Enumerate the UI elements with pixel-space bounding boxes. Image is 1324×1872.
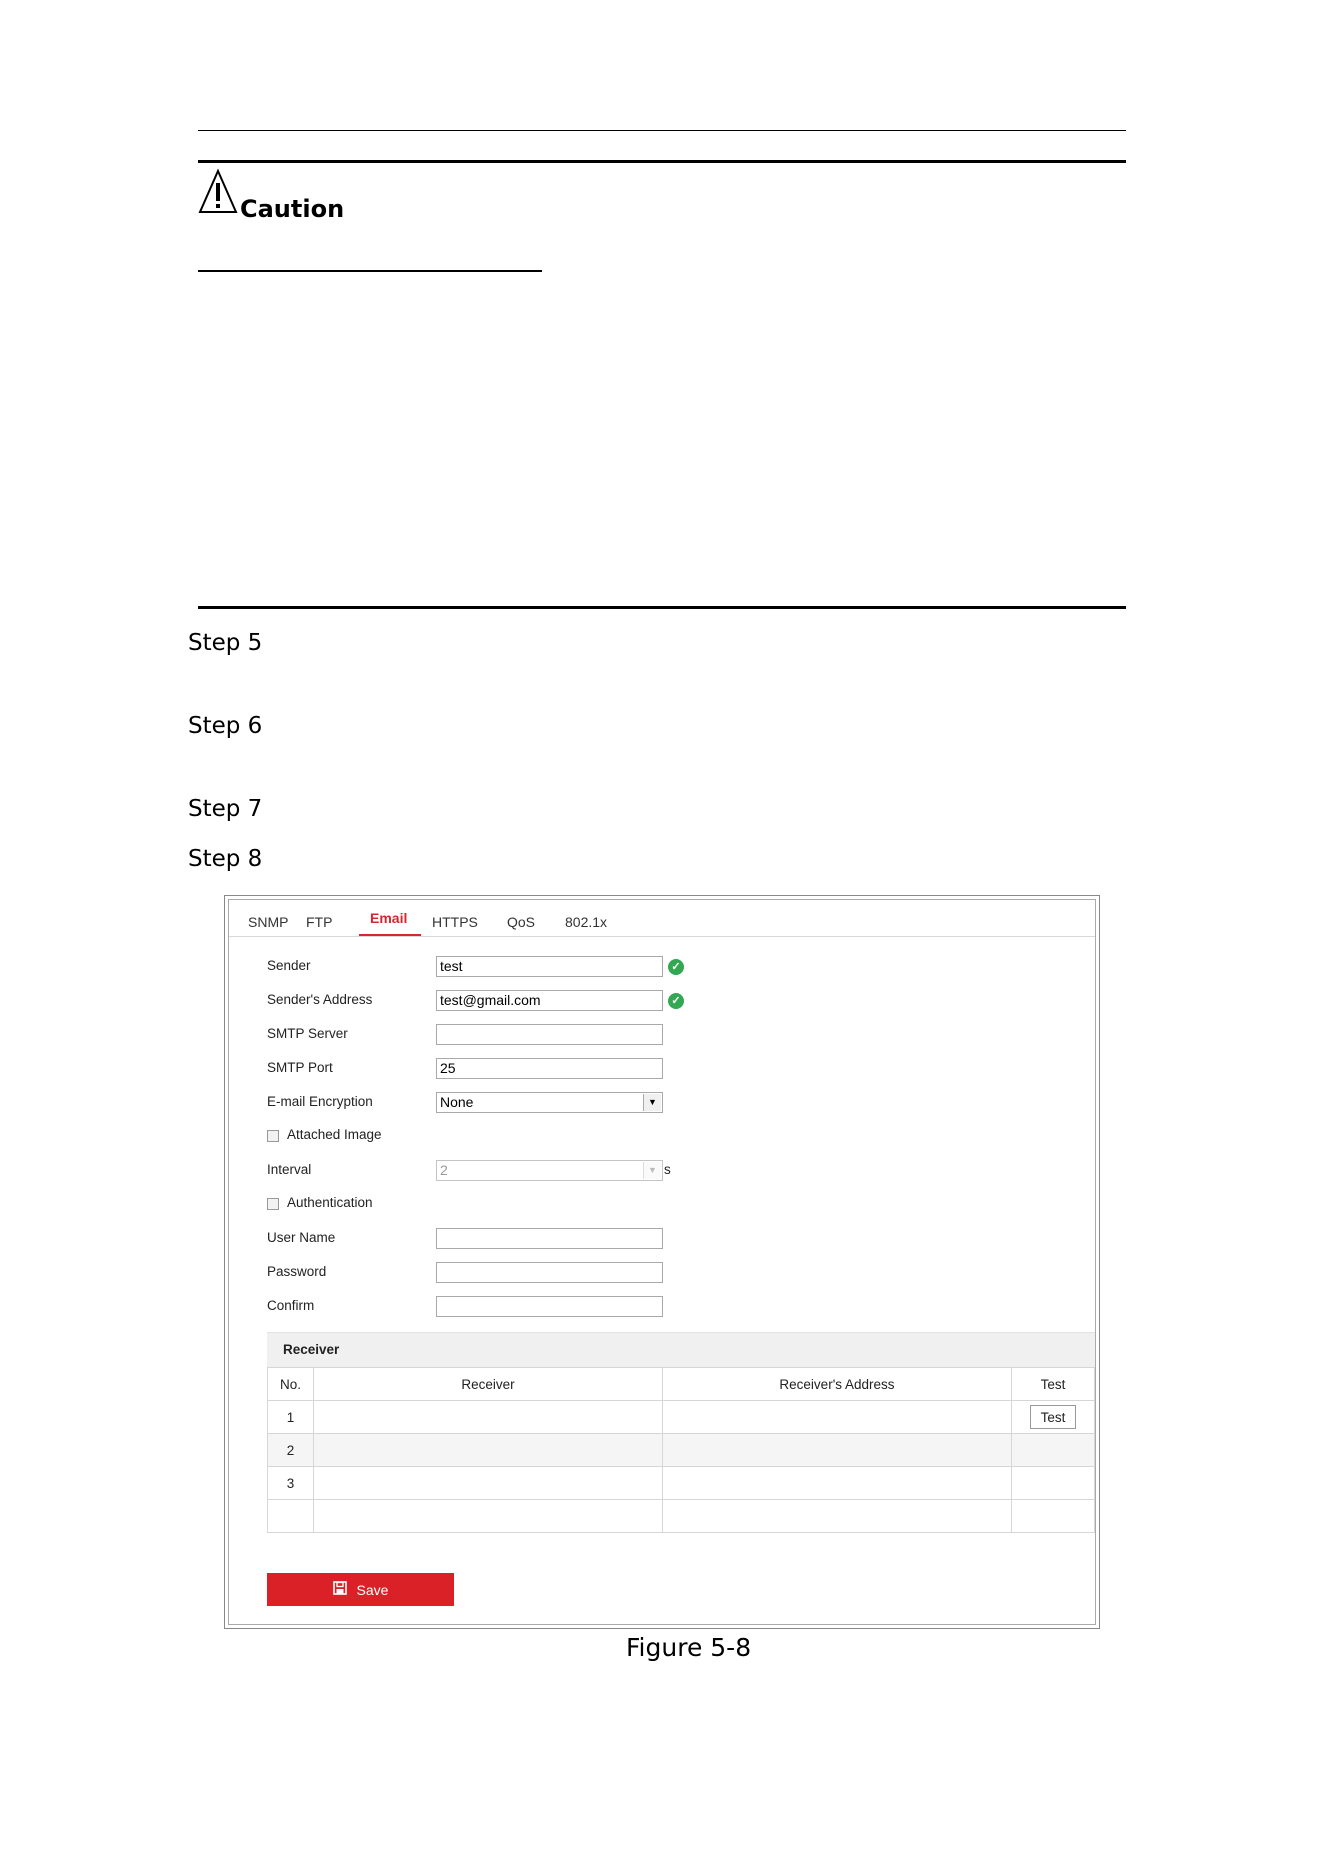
password-input[interactable] [436,1262,663,1283]
caution-title: Caution [240,195,345,223]
receiver-section [267,1332,1095,1533]
save-label: Save [356,1581,389,1598]
email-encryption-value: None [440,1094,474,1110]
table-row [268,1467,1095,1500]
attached-image-checkbox[interactable] [267,1130,279,1142]
receiver-title: Receiver [267,1332,1095,1367]
test-cell [1012,1401,1095,1434]
step-7: Step 7 [188,796,263,822]
receiver-cell[interactable] [314,1467,663,1500]
active-tab-indicator [359,934,421,936]
receiver-cell[interactable] [314,1500,663,1533]
row-number [268,1500,314,1533]
attached-image-label: Attached Image [287,1127,382,1142]
email-settings-panel [228,899,1096,1625]
row-number: 3 [268,1467,314,1500]
caution-heading [198,168,344,221]
dropdown-arrow-icon: ▼ [643,1094,661,1111]
tab-ftp[interactable]: FTP [306,914,333,930]
test-header: Test [1012,1368,1095,1401]
authentication-checkbox[interactable] [267,1198,279,1210]
password-label: Password [267,1264,327,1279]
top-thin-rule [198,130,1126,131]
step-8: Step 8 [188,846,263,872]
step-6: Step 6 [188,713,263,739]
tab-email[interactable]: Email [370,910,408,926]
receiver-address-cell[interactable] [663,1434,1012,1467]
receiver-address-cell[interactable] [663,1401,1012,1434]
interval-label: Interval [267,1162,312,1177]
receiver-cell[interactable] [314,1434,663,1467]
receiver-address-header: Receiver's Address [663,1368,1012,1401]
receiver-address-cell[interactable] [663,1500,1012,1533]
smtp-server-label: SMTP Server [267,1026,348,1041]
interval-unit: s [664,1162,671,1177]
smtp-port-input[interactable]: 25 [436,1058,663,1079]
no-header: No. [268,1368,314,1401]
receiver-cell[interactable] [314,1401,663,1434]
warning-icon [198,168,238,221]
figure-caption: Figure 5-8 [626,1633,752,1662]
email-encryption-select[interactable] [436,1092,663,1113]
step-5: Step 5 [188,630,263,656]
confirm-label: Confirm [267,1298,315,1313]
table-row [268,1500,1095,1533]
receiver-address-cell[interactable] [663,1467,1012,1500]
test-cell [1012,1434,1095,1467]
table-row [268,1434,1095,1467]
check-icon: ✓ [668,993,684,1009]
email-encryption-label: E-mail Encryption [267,1094,373,1109]
smtp-server-input[interactable] [436,1024,663,1045]
tab-https[interactable]: HTTPS [432,914,478,930]
tab-802-1x[interactable]: 802.1x [565,914,608,930]
caution-underline [198,270,542,272]
smtp-port-label: SMTP Port [267,1060,333,1075]
sender-input[interactable]: test [436,956,663,977]
confirm-input[interactable] [436,1296,663,1317]
row-number: 2 [268,1434,314,1467]
sender-address-label: Sender's Address [267,992,373,1007]
receiver-header: Receiver [314,1368,663,1401]
interval-value: 2 [440,1162,448,1178]
dropdown-arrow-icon: ▼ [643,1162,661,1179]
user-name-label: User Name [267,1230,336,1245]
sender-address-input[interactable]: test@gmail.com [436,990,663,1011]
test-cell [1012,1500,1095,1533]
tab-snmp[interactable]: SNMP [248,914,289,930]
user-name-input[interactable] [436,1228,663,1249]
email-settings-screenshot [224,895,1100,1629]
receiver-table [267,1367,1095,1533]
row-number: 1 [268,1401,314,1434]
caution-top-rule [198,160,1126,163]
caution-bottom-rule [198,606,1126,609]
authentication-label: Authentication [287,1195,373,1210]
tab-qos[interactable]: QoS [507,914,536,930]
save-button[interactable] [267,1573,454,1606]
floppy-disk-icon [333,1581,357,1598]
test-button[interactable]: Test [1030,1405,1076,1429]
sender-label: Sender [267,958,311,973]
table-row [268,1401,1095,1434]
tab-bar [229,900,1095,937]
check-icon: ✓ [668,959,684,975]
interval-select[interactable] [436,1160,663,1181]
test-cell [1012,1467,1095,1500]
table-header-row [268,1368,1095,1401]
